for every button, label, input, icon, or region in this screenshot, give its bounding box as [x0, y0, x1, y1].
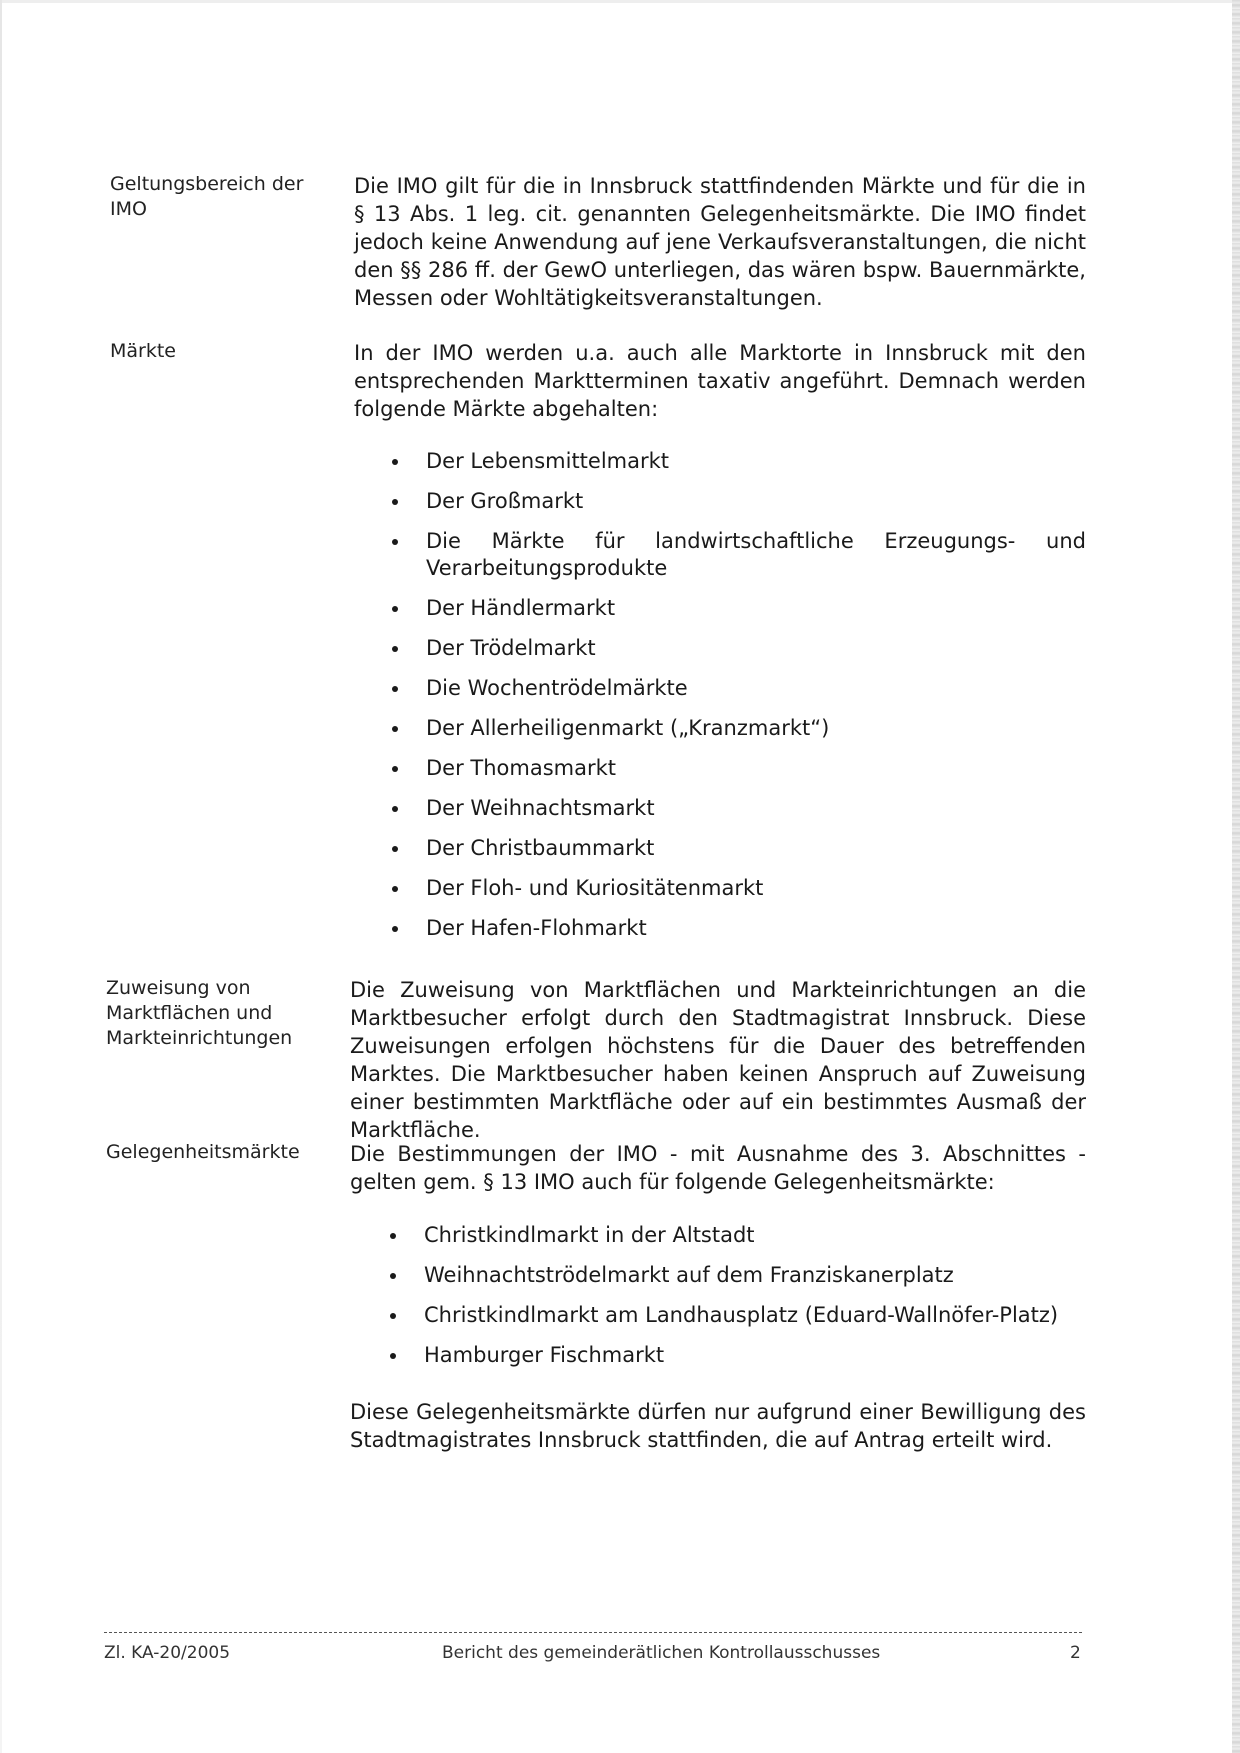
bullet-icon [392, 646, 398, 652]
list-item: Der Christbaummarkt [384, 835, 1086, 862]
bullet-icon [392, 926, 398, 932]
list-item: Der Händlermarkt [384, 595, 1086, 622]
scan-edge-top [0, 0, 1240, 3]
gelegenheitsmaerkte-closing-text: Diese Gelegenheitsmärkte dürfen nur aufgrund einer Bewilligung des Stadtmagistrates Innsbruck stattfinden, die auf Antrag erteilt wird. [350, 1400, 1086, 1452]
section-text-gelegenheitsmaerkte: Die Bestimmungen der IMO - mit Ausnahme des 3. Abschnittes - gelten gem. § 13 IMO auch für folgende Gelegenheitsmärkte: [350, 1142, 1086, 1194]
scan-edge-left [0, 0, 2, 1753]
list-item: Der Thomasmarkt [384, 755, 1086, 782]
footer-divider [104, 1632, 1082, 1633]
list-item: Der Trödelmarkt [384, 635, 1086, 662]
maerkte-list [384, 448, 1086, 942]
section-label-geltungsbereich: Geltungsbereich der IMO [110, 173, 304, 220]
bullet-icon [392, 606, 398, 612]
scan-edge-right [1232, 0, 1240, 1753]
list-item: Der Allerheiligenmarkt („Kranzmarkt“) [384, 715, 1086, 742]
section-label-zuweisung: Zuweisung von Marktflächen und Markteinrichtungen [106, 977, 293, 1049]
bullet-icon [392, 766, 398, 772]
gelegenheitsmaerkte-list [382, 1222, 1086, 1369]
list-item: Hamburger Fischmarkt [382, 1342, 1086, 1369]
list-item: Der Hafen-Flohmarkt [384, 915, 1086, 942]
bullet-icon [392, 806, 398, 812]
section-label-maerkte: Märkte [110, 340, 176, 362]
bullet-icon [390, 1233, 396, 1239]
footer-reference: Zl. KA-20/2005 [104, 1643, 231, 1663]
footer-page-number: 2 [1070, 1643, 1081, 1663]
bullet-icon [392, 726, 398, 732]
list-item: Der Lebensmittelmarkt [384, 448, 1086, 475]
footer-title: Bericht des gemeinderätlichen Kontrollausschusses [442, 1643, 881, 1663]
bullet-icon [392, 686, 398, 692]
list-item: Christkindlmarkt in der Altstadt [382, 1222, 1086, 1249]
bullet-icon [392, 539, 398, 545]
bullet-icon [392, 499, 398, 505]
list-item: Der Weihnachtsmarkt [384, 795, 1086, 822]
list-item: Weihnachtströdelmarkt auf dem Franziskanerplatz [382, 1262, 1086, 1289]
bullet-icon [392, 886, 398, 892]
list-item: Die Märkte für landwirtschaftliche Erzeugungs- und Verarbeitungsprodukte [384, 528, 1086, 582]
section-text-maerkte: In der IMO werden u.a. auch alle Marktorte in Innsbruck mit den entsprechenden Marktterminen taxativ angeführt. Demnach werden folgende Märkte abgehalten: [354, 341, 1086, 421]
bullet-icon [392, 459, 398, 465]
section-text-zuweisung: Die Zuweisung von Marktflächen und Markteinrichtungen an die Marktbesucher erfolgt durch den Stadtmagistrat Innsbruck. Diese Zuweisungen erfolgen höchstens für die Dauer des betreffenden Marktes. Die Marktbesucher haben keinen Anspruch auf Zuweisung einer bestimmten Marktfläche oder auf ein bestimmtes Ausmaß der Marktfläche. [350, 978, 1086, 1142]
list-item: Christkindlmarkt am Landhausplatz (Eduard-Wallnöfer-Platz) [382, 1302, 1086, 1329]
section-label-gelegenheitsmaerkte: Gelegenheitsmärkte [106, 1141, 300, 1163]
list-item: Der Floh- und Kuriositätenmarkt [384, 875, 1086, 902]
bullet-icon [390, 1353, 396, 1359]
list-item: Die Wochentrödelmärkte [384, 675, 1086, 702]
section-text-geltungsbereich: Die IMO gilt für die in Innsbruck stattfindenden Märkte und für die in § 13 Abs. 1 leg. cit. genannten Gelegenheitsmärkte. Die IMO findet jedoch keine Anwendung auf jene Verkaufsveranstaltungen, die nicht den §§ 286 ff. der GewO unterliegen, das wären bspw. Bauernmärkte, Messen oder Wohltätigkeitsveranstaltungen. [354, 174, 1086, 310]
bullet-icon [390, 1273, 396, 1279]
list-item: Der Großmarkt [384, 488, 1086, 515]
bullet-icon [392, 846, 398, 852]
bullet-icon [390, 1313, 396, 1319]
